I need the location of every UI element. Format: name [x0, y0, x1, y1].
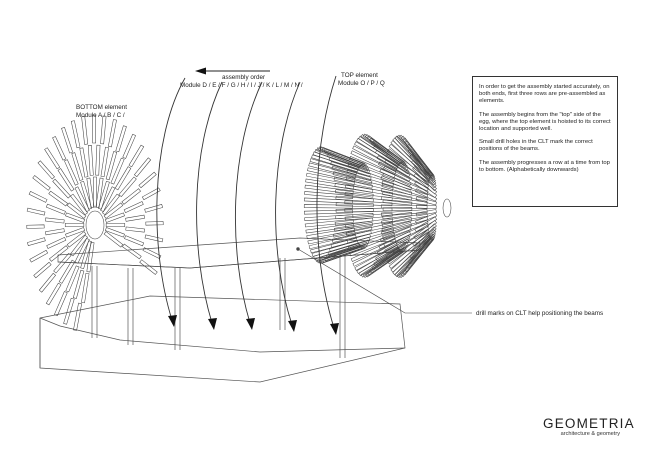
bottom-modules-label: Module A / B / C /	[76, 112, 125, 119]
logo-wordmark: GEOMETRIA	[543, 416, 635, 431]
assembly-notes-box	[472, 76, 618, 207]
bottom-element-label: BOTTOM element	[76, 104, 127, 111]
geometria-logo	[543, 416, 635, 438]
note-paragraph: The assembly progresses a row at a time from top to bottom. (Alphabetically downwards)	[479, 159, 610, 173]
note-paragraph: Small drill holes in the CLT mark the correct positions of the beams.	[479, 139, 593, 153]
clt-platform-base	[40, 296, 405, 382]
clt-deck	[58, 238, 420, 358]
top-modules-label: Module O / P / Q	[338, 80, 385, 87]
top-element-label: TOP element	[341, 72, 378, 79]
top-element-cone	[304, 134, 451, 278]
note-paragraph: In order to get the assembly started accurately, on both ends, first three rows are pre-assembled as elements.	[479, 84, 610, 105]
assembly-order-label: assembly order	[222, 74, 266, 81]
bottom-element-fan	[27, 115, 163, 330]
assembly-order-arrowheads	[168, 315, 339, 335]
logo-tagline: architecture & geometry	[560, 431, 620, 437]
assembly-order-arcs	[157, 76, 336, 328]
drill-marks-label: drill marks on CLT help positioning the beams	[476, 310, 604, 317]
note-paragraph: The assembly begins from the "top" side of the egg, where the top element is hoisted to its correct location and supported well.	[479, 111, 611, 133]
middle-modules-label: Module D / E / F / G / H / I / J / K / L / M / N /	[180, 82, 303, 89]
